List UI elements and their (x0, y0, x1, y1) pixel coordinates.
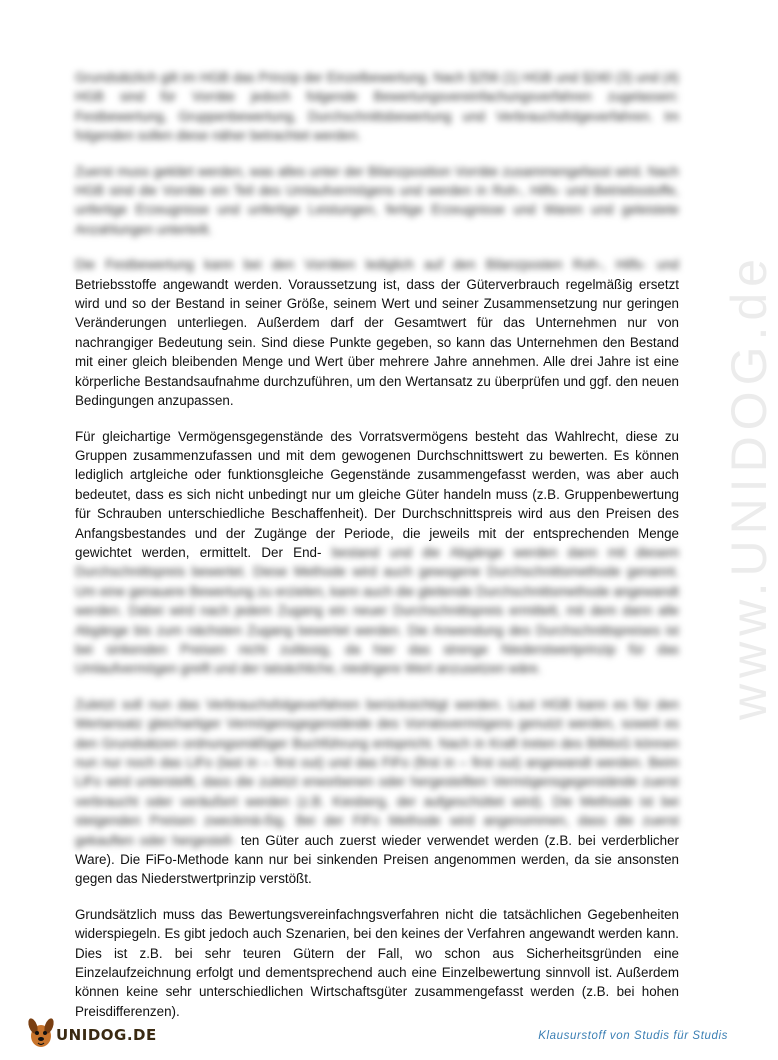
dog-mascot-icon (26, 1014, 56, 1050)
blurred-text: Grundsätzlich gilt im HGB das Prinzip der Einzelbewertung. Nach §256 (1) HGB und §240 (3) und (4) HGB sind für Vorräte jedoch folgende Bewertungsvereinfachungsverfahren zugelassen: Festbewertung, Gruppenbewertung, Durchschnittsbewertung und Verbrauchsfolgeverfahren. Im folgenden sollen diese näher betrachtet werden. (75, 70, 679, 144)
watermark (672, 120, 777, 760)
document-body (75, 68, 679, 1037)
watermark-text: www.UNIDOG.de (721, 253, 777, 720)
logo-text: UNIDOG.DE (56, 1026, 157, 1044)
paragraph-verbrauchsfolge (75, 695, 679, 889)
visible-text: Für gleichartige Vermögensgegenstände des Vorratsvermögens besteht das Wahlrecht, diese zu Gruppen zusammenzufassen und mit dem gewogenen Durchschnittswert zu bewerten. Es können lediglich artgleiche oder funktionsgleiche Gegenstände zusammengefasst werden, was aber auch bedeutet, dass es sich nicht unbedingt nur um gleiche Güter handeln muss (z.B. Gruppenbewertung für Schrauben unterschiedliche Beschaffenheit). Der Durchschnittspreis wird aus den Preisen des Anfangsbestandes und der Zugänge der Periode, die jeweils mit der entsprechenden Menge gewichtet werden, ermittelt. Der End- (75, 428, 679, 560)
paragraph-fazit (75, 905, 679, 1021)
visible-text: Betriebsstoffe angewandt werden. Voraussetzung ist, dass der Güterverbrauch regelmäßig ersetzt wird und so der Bestand in seiner Größe, seinem Wert und seiner Zusammensetzung nur geringen Veränderungen unterliegen. Außerdem darf der Gesamtwert für das Unternehmen nur von nachrangiger Bedeutung sein. Sind diese Punkte gegeben, so kann das Unternehmen den Bestand mit einer gleich bleibenden Menge und Wert über mehrere Jahre annehmen. Alle drei Jahre ist eine körperliche Bestandsaufnahme durchzuführen, um den Wertansatz zu überprüfen und ggf. den neuen Bedingungen anzupassen. (75, 276, 679, 409)
blurred-text: Zuletzt soll nun das Verbrauchsfolgeverfahren berücksichtigt werden. Laut HGB kann es für den Wertansatz gleichartiger Vermögensgegenstände des Vorratsvermögens genutzt werden, soweit es den Grundsätzen ordnungsmäßiger Buchführung entspricht. Nach in Kraft treten des BilMoG können nun nur noch das LiFo (last in – first out) und das FiFo (first in – first out) angewandt werden. Beim LiFo wird unterstellt, dass die zuletzt erworbenen oder hergestellten Vermögensgegenstände zuerst verbraucht oder veräußert werden (z.B. Kiesberg, der aufgeschüttet wird). Die Methode ist bei steigenden Preisen zweckmä-ßig. Bei der FiFo Methode wird angenommen, dass die zuerst gekauften oder hergestell- (75, 696, 679, 848)
visible-text: ten Güter auch zuerst wieder verwendet werden (z.B. bei verderblicher Ware). Die FiFo-Methode kann nur bei sinkenden Preisen angenommen werden, da sie ansonsten gegen das Niederstwertprinzip verstößt. (75, 832, 679, 887)
blurred-text: Zuerst muss geklärt werden, was alles unter der Bilanzposition Vorräte zusammengefasst wird. Nach HGB sind die Vorräte ein Teil des Umlaufvermögens und werden in Roh-, Hilfs- und Betriebsstoffe, unfertige Erzeugnisse und unfertige Leistungen, fertige Erzeugnisse und Waren und geleistete Anzahlungen unterteilt. (75, 163, 679, 237)
paragraph-festbewertung (75, 255, 679, 410)
paragraph-einzelbewertung (75, 68, 679, 146)
paragraph-vorraete (75, 162, 679, 240)
footer-tagline: Klausurstoff von Studis für Studis (538, 1030, 728, 1042)
blurred-text: Die Festbewertung kann bei den Vorräten lediglich auf den Bilanzposten Roh-, Hilfs- und (75, 257, 679, 273)
paragraph-gruppenbewertung (75, 427, 679, 679)
blurred-text: bestand und die Abgänge werden dann mit diesem Durchschnittspreis bewertet. Diese Methode wird auch gewogene Durchschnittsmethode genannt. Um eine genauere Bewertung zu erzielen, kann auch die gleitende Durchschnittsmethode angewandt werden. Dabei wird nach jedem Zugang ein neuer Durchschnittspreis ermittelt, mit dem dann alle Abgänge bis zum nächsten Zugang bewertet werden. Die Anwendung des Durchschnittspreises ist bei sinkenden Preisen nicht zulässig, da hier das strenge Niederstwertprinzip für das Umlaufvermögen greift und der tatsächliche, niedrigere Wert anzusetzen wäre. (75, 544, 679, 677)
unidog-logo[interactable] (26, 1012, 166, 1056)
visible-text: Grundsätzlich muss das Bewertungsvereinfachngsverfahren nicht die tatsächlichen Gegebenheiten widerspiegeln. Es gibt jedoch auch Szenarien, bei den keines der Verfahren angewandt werden kann. Dies ist z.B. bei sehr teuren Gütern der Fall, wo schon aus Sicherheitsgründen eine Einzelaufzeichnung erfolgt und dementsprechend auch eine Einzelbewertung sinnvoll ist. Außerdem können keine sehr unterschiedlichen Wirtschaftsgüter zusammengefasst werden (z.B. bei hohen Preisdifferenzen). (75, 906, 679, 1019)
